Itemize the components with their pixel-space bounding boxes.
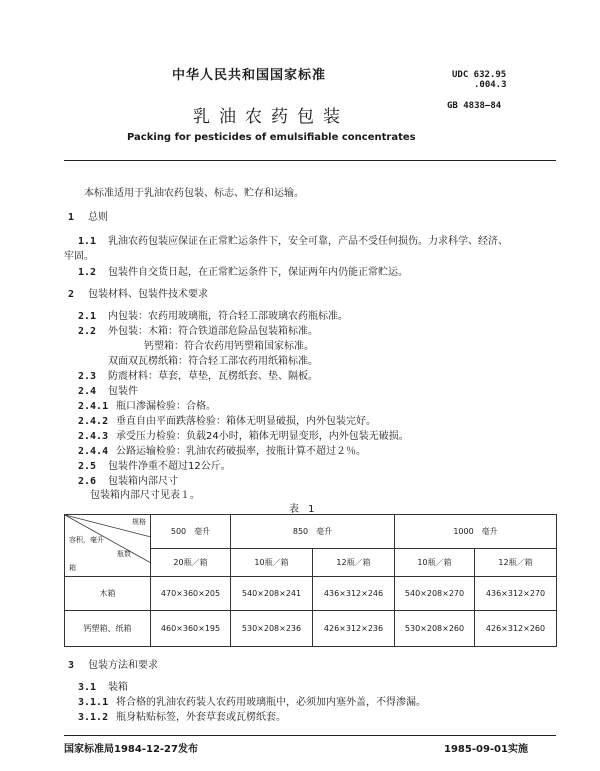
table-cell: 436×312×246 bbox=[313, 577, 395, 611]
section-2-heading bbox=[68, 285, 208, 300]
clause-number: 2.4.1 bbox=[78, 401, 109, 412]
section-number: 2 bbox=[68, 289, 75, 300]
clause-text: 包装件 bbox=[108, 386, 138, 397]
table-cell: 460×360×195 bbox=[151, 611, 231, 647]
footer-divider bbox=[64, 735, 556, 736]
clause-number: 3.1.2 bbox=[78, 712, 109, 723]
clause-2-3 bbox=[78, 367, 318, 382]
table-cell: 530×208×260 bbox=[395, 611, 475, 647]
clause-number: 2.4.3 bbox=[78, 431, 109, 442]
clause-3-1 bbox=[78, 678, 128, 693]
clause-number: 2.5 bbox=[78, 461, 97, 472]
page-title: 乳油农药包装 bbox=[193, 107, 349, 127]
clause-2-4-2 bbox=[78, 412, 376, 427]
clause-2-2-line-2: 钙塑箱：符合农药用钙塑箱国家标准。 bbox=[144, 341, 314, 352]
clause-text: 垂直自由平面跌落检验：箱体无明显破损，内外包装完好。 bbox=[116, 416, 376, 427]
count-header: 12瓶／箱 bbox=[313, 549, 395, 577]
corner-label-spec: 规格 bbox=[132, 518, 146, 526]
table-caption: 表 1 bbox=[289, 504, 318, 515]
effective-date: 1985-09-01实施 bbox=[444, 744, 528, 755]
gb-code: GB 4838—84 bbox=[447, 101, 502, 111]
clause-text: 乳油农药包装应保证在正常贮运条件下，安全可靠，产品不受任何损伤。力求科学、经济、 bbox=[108, 236, 508, 247]
clause-2-4-3 bbox=[78, 427, 409, 442]
clause-number: 2.6 bbox=[78, 476, 97, 487]
udc-line-1: UDC 632.95 bbox=[452, 70, 507, 80]
clause-text: 将合格的乳油农药装人农药用玻璃瓶中，必须加内塞外盖，不得渗漏。 bbox=[116, 697, 426, 708]
clause-2-6-reference: 包装箱内部尺寸见表１。 bbox=[90, 490, 200, 501]
clause-number: 2.2 bbox=[78, 326, 97, 337]
table-cell: 470×360×205 bbox=[151, 577, 231, 611]
table-cell: 426×312×260 bbox=[475, 611, 557, 647]
udc-line-2: .004.3 bbox=[474, 80, 507, 90]
clause-1-1-continued: 牢固。 bbox=[64, 251, 94, 262]
clause-number: 2.4.4 bbox=[78, 446, 109, 457]
clause-number: 2.1 bbox=[78, 311, 97, 322]
page-title-english: Packing for pesticides of emulsifiable concentrates bbox=[127, 132, 416, 143]
section-title: 总则 bbox=[88, 212, 108, 223]
clause-2-4-4 bbox=[78, 442, 366, 457]
clause-text: 瓶身粘贴标签，外套草套或瓦楞纸套。 bbox=[116, 712, 286, 723]
clause-number: 2.4.2 bbox=[78, 416, 109, 427]
row-label: 钙塑箱、纸箱 bbox=[65, 611, 151, 647]
table-cell: 426×312×236 bbox=[313, 611, 395, 647]
clause-text: 包装箱内部尺寸 bbox=[108, 476, 178, 487]
table-row bbox=[65, 611, 557, 647]
clause-text: 瓶口渗漏检验：合格。 bbox=[116, 401, 216, 412]
clause-number: 2.3 bbox=[78, 371, 97, 382]
count-header: 10瓶／箱 bbox=[395, 549, 475, 577]
clause-1-2 bbox=[78, 263, 408, 278]
count-header: 10瓶／箱 bbox=[231, 549, 313, 577]
clause-2-5 bbox=[78, 457, 231, 472]
clause-number: 1.2 bbox=[78, 267, 97, 278]
count-header: 12瓶／箱 bbox=[475, 549, 557, 577]
clause-text: 承受压力检验：负载24小时，箱体无明显变形，内外包装无破损。 bbox=[116, 431, 409, 442]
clause-text: 包装件净重不超过12公斤。 bbox=[108, 461, 231, 472]
clause-2-2-line-3: 双面双瓦楞纸箱：符合轻工部农药用纸箱标准。 bbox=[108, 356, 318, 367]
udc-code bbox=[452, 70, 507, 90]
count-header: 20瓶／箱 bbox=[151, 549, 231, 577]
corner-label-bottles: 瓶数 bbox=[117, 550, 131, 558]
clause-text: 装箱 bbox=[108, 682, 128, 693]
clause-2-4 bbox=[78, 382, 138, 397]
issue-date: 国家标准局1984-12-27发布 bbox=[64, 744, 198, 755]
clause-text: 防震材料：草套，草垫，瓦楞纸套、垫、隔板。 bbox=[108, 371, 318, 382]
clause-number: 2.4 bbox=[78, 386, 97, 397]
section-number: 1 bbox=[68, 212, 75, 223]
clause-2-2 bbox=[78, 322, 318, 337]
table-cell: 540×208×270 bbox=[395, 577, 475, 611]
section-number: 3 bbox=[68, 660, 75, 671]
table-corner-cell bbox=[65, 515, 151, 577]
package-dimensions-table bbox=[64, 514, 557, 647]
clause-2-1 bbox=[78, 307, 348, 322]
clause-text: 包装件自交货日起，在正常贮运条件下，保证两年内仍能正常贮运。 bbox=[108, 267, 408, 278]
intro-text: 本标准适用于乳油农药包装、标志、贮存和运输。 bbox=[84, 188, 304, 199]
clause-2-6 bbox=[78, 472, 178, 487]
clause-2-4-1 bbox=[78, 397, 216, 412]
volume-header-500: 500 毫升 bbox=[151, 515, 231, 549]
clause-text: 外包装：木箱：符合铁道部危险品包装箱标准。 bbox=[108, 326, 318, 337]
section-1-heading bbox=[68, 208, 108, 223]
corner-label-volume: 容积，毫升 bbox=[69, 536, 104, 544]
section-title: 包装材料、包装件技术要求 bbox=[88, 289, 208, 300]
volume-header-850: 850 毫升 bbox=[231, 515, 395, 549]
row-label: 木箱 bbox=[65, 577, 151, 611]
standard-type: 中华人民共和国国家标准 bbox=[172, 68, 327, 83]
clause-3-1-1 bbox=[78, 693, 426, 708]
table-row bbox=[65, 577, 557, 611]
clause-3-1-2 bbox=[78, 708, 286, 723]
clause-text: 内包装：农药用玻璃瓶，符合轻工部玻璃农药瓶标准。 bbox=[108, 311, 348, 322]
corner-label-box: 箱 bbox=[69, 564, 76, 572]
clause-number: 3.1.1 bbox=[78, 697, 109, 708]
clause-number: 3.1 bbox=[78, 682, 97, 693]
clause-text: 公路运输检验：乳油农药破损率，按瓶计算不超过２％。 bbox=[116, 446, 366, 457]
volume-header-1000: 1000 毫升 bbox=[395, 515, 557, 549]
clause-1-1 bbox=[78, 232, 508, 247]
table-cell: 436×312×270 bbox=[475, 577, 557, 611]
section-3-heading bbox=[68, 656, 158, 671]
header-divider bbox=[64, 160, 556, 161]
section-title: 包装方法和要求 bbox=[88, 660, 158, 671]
table-cell: 540×208×241 bbox=[231, 577, 313, 611]
table-cell: 530×208×236 bbox=[231, 611, 313, 647]
clause-number: 1.1 bbox=[78, 236, 97, 247]
